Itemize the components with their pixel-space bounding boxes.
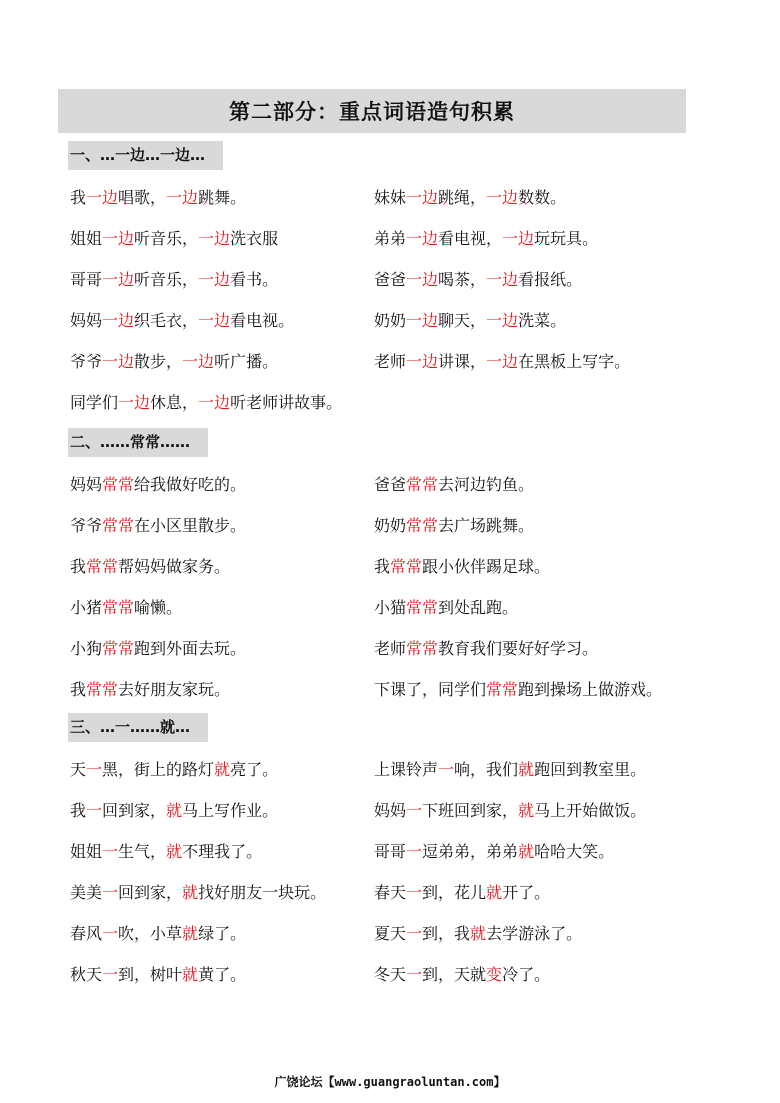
sentence-row: [70, 340, 710, 381]
example-sentence: 妈妈一边织毛衣，一边看电视。: [70, 311, 295, 330]
example-sentence: 秋天一到，树叶就黄了。: [70, 965, 247, 984]
example-sentence: 爷爷常常在小区里散步。: [70, 516, 247, 535]
keyword-highlight: 一边: [102, 352, 135, 371]
keyword-highlight: 一: [102, 924, 119, 943]
sentence-row: [70, 258, 710, 299]
sentence-list: [70, 176, 710, 422]
keyword-highlight: 一: [406, 883, 423, 902]
sentence-list: [70, 463, 710, 709]
keyword-highlight: 常常: [486, 680, 519, 699]
keyword-highlight: 常常: [406, 475, 439, 494]
keyword-highlight: 一: [438, 760, 455, 779]
keyword-highlight: 一边: [102, 229, 135, 248]
sentence-row: [70, 748, 710, 789]
sentence-row: [70, 871, 710, 912]
sentence-row: [70, 176, 710, 217]
keyword-highlight: 一边: [198, 229, 231, 248]
keyword-highlight: 一边: [86, 188, 119, 207]
sentence-row: [70, 299, 710, 340]
keyword-highlight: 一: [406, 965, 423, 984]
example-sentence: 冬天一到，天就变冷了。: [374, 965, 551, 984]
keyword-highlight: 常常: [102, 516, 135, 535]
keyword-highlight: 就: [518, 842, 535, 861]
section-heading: 三、…一……就…: [68, 713, 208, 742]
sentence-row: [70, 953, 710, 994]
example-sentence: 妈妈常常给我做好吃的。: [70, 475, 247, 494]
keyword-highlight: 一边: [406, 188, 439, 207]
keyword-highlight: 一边: [486, 188, 519, 207]
example-sentence: 春天一到，花儿就开了。: [374, 883, 551, 902]
section-yibian: [70, 141, 710, 422]
section-heading: 二、……常常……: [68, 428, 208, 457]
section-changchang: [70, 428, 710, 709]
page-title: 第二部分：重点词语造句积累: [229, 100, 515, 124]
keyword-highlight: 一: [406, 924, 423, 943]
example-sentence: 妈妈一下班回到家，就马上开始做饭。: [374, 801, 647, 820]
keyword-highlight: 一边: [166, 188, 199, 207]
keyword-highlight: 变: [486, 965, 503, 984]
keyword-highlight: 一边: [486, 352, 519, 371]
footer-url: 【www.guangraoluntan.com】: [322, 1075, 506, 1089]
example-sentence: 我常常帮妈妈做家务。: [70, 557, 231, 576]
example-sentence: 我常常跟小伙伴踢足球。: [374, 557, 551, 576]
keyword-highlight: 一边: [198, 270, 231, 289]
keyword-highlight: 一边: [118, 393, 151, 412]
keyword-highlight: 一: [86, 760, 103, 779]
keyword-highlight: 就: [214, 760, 231, 779]
keyword-highlight: 就: [182, 883, 199, 902]
keyword-highlight: 一边: [102, 270, 135, 289]
keyword-highlight: 就: [518, 801, 535, 820]
example-sentence: 同学们一边休息，一边听老师讲故事。: [70, 393, 343, 412]
keyword-highlight: 一边: [102, 311, 135, 330]
example-sentence: 爷爷一边散步，一边听广播。: [70, 352, 279, 371]
keyword-highlight: 一边: [182, 352, 215, 371]
keyword-highlight: 一: [102, 883, 119, 902]
keyword-highlight: 常常: [406, 639, 439, 658]
keyword-highlight: 一: [406, 801, 423, 820]
sentence-row: [70, 381, 710, 422]
sentence-list: [70, 748, 710, 994]
sentence-row: [70, 217, 710, 258]
keyword-highlight: 就: [166, 842, 183, 861]
section-yi-jiu: [70, 713, 710, 994]
example-sentence: 奶奶一边聊天，一边洗菜。: [374, 311, 567, 330]
keyword-highlight: 常常: [406, 516, 439, 535]
keyword-highlight: 常常: [102, 639, 135, 658]
sentence-row: [70, 912, 710, 953]
keyword-highlight: 一边: [486, 311, 519, 330]
keyword-highlight: 就: [182, 924, 199, 943]
example-sentence: 姐姐一生气，就不理我了。: [70, 842, 263, 861]
keyword-highlight: 一边: [406, 229, 439, 248]
keyword-highlight: 就: [166, 801, 183, 820]
sentence-row: [70, 627, 710, 668]
example-sentence: 爸爸一边喝茶，一边看报纸。: [374, 270, 583, 289]
keyword-highlight: 一边: [198, 393, 231, 412]
keyword-highlight: 常常: [102, 598, 135, 617]
example-sentence: 夏天一到，我就去学游泳了。: [374, 924, 583, 943]
example-sentence: 妹妹一边跳绳，一边数数。: [374, 188, 567, 207]
example-sentence: 小猪常常喻懒。: [70, 598, 183, 617]
keyword-highlight: 一: [406, 842, 423, 861]
sentence-row: [70, 586, 710, 627]
keyword-highlight: 一边: [198, 311, 231, 330]
sentence-row: [70, 668, 710, 709]
example-sentence: 春风一吹，小草就绿了。: [70, 924, 247, 943]
example-sentence: 哥哥一逗弟弟，弟弟就哈哈大笑。: [374, 842, 615, 861]
example-sentence: 我一回到家，就马上写作业。: [70, 801, 279, 820]
example-sentence: 奶奶常常去广场跳舞。: [374, 516, 535, 535]
footer: [0, 1073, 780, 1090]
keyword-highlight: 一边: [502, 229, 535, 248]
keyword-highlight: 就: [486, 883, 503, 902]
title-bar: [58, 89, 686, 133]
example-sentence: 上课铃声一响，我们就跑回到教室里。: [374, 760, 647, 779]
example-sentence: 美美一回到家，就找好朋友一块玩。: [70, 883, 327, 902]
keyword-highlight: 一: [102, 965, 119, 984]
sentence-row: [70, 830, 710, 871]
keyword-highlight: 常常: [406, 598, 439, 617]
example-sentence: 爸爸常常去河边钓鱼。: [374, 475, 535, 494]
keyword-highlight: 一边: [406, 311, 439, 330]
keyword-highlight: 一边: [406, 352, 439, 371]
keyword-highlight: 常常: [86, 680, 119, 699]
keyword-highlight: 就: [518, 760, 535, 779]
example-sentence: 弟弟一边看电视，一边玩玩具。: [374, 229, 599, 248]
keyword-highlight: 常常: [86, 557, 119, 576]
example-sentence: 姐姐一边听音乐，一边洗衣服: [70, 229, 279, 248]
sentence-row: [70, 504, 710, 545]
keyword-highlight: 就: [182, 965, 199, 984]
keyword-highlight: 一: [86, 801, 103, 820]
example-sentence: 老师一边讲课，一边在黑板上写字。: [374, 352, 631, 371]
keyword-highlight: 一边: [406, 270, 439, 289]
example-sentence: 我常常去好朋友家玩。: [70, 680, 231, 699]
footer-brand: 广饶论坛: [274, 1075, 323, 1089]
example-sentence: 小狗常常跑到外面去玩。: [70, 639, 247, 658]
example-sentence: 下课了，同学们常常跑到操场上做游戏。: [374, 680, 663, 699]
sentence-row: [70, 789, 710, 830]
keyword-highlight: 常常: [390, 557, 423, 576]
keyword-highlight: 就: [470, 924, 487, 943]
keyword-highlight: 常常: [102, 475, 135, 494]
example-sentence: 我一边唱歌，一边跳舞。: [70, 188, 247, 207]
example-sentence: 小猫常常到处乱跑。: [374, 598, 519, 617]
keyword-highlight: 一边: [486, 270, 519, 289]
sentence-row: [70, 463, 710, 504]
section-heading: 一、…一边…一边…: [68, 141, 223, 170]
example-sentence: 天一黑，街上的路灯就亮了。: [70, 760, 279, 779]
keyword-highlight: 一: [102, 842, 119, 861]
example-sentence: 哥哥一边听音乐，一边看书。: [70, 270, 279, 289]
example-sentence: 老师常常教育我们要好好学习。: [374, 639, 599, 658]
sentence-row: [70, 545, 710, 586]
